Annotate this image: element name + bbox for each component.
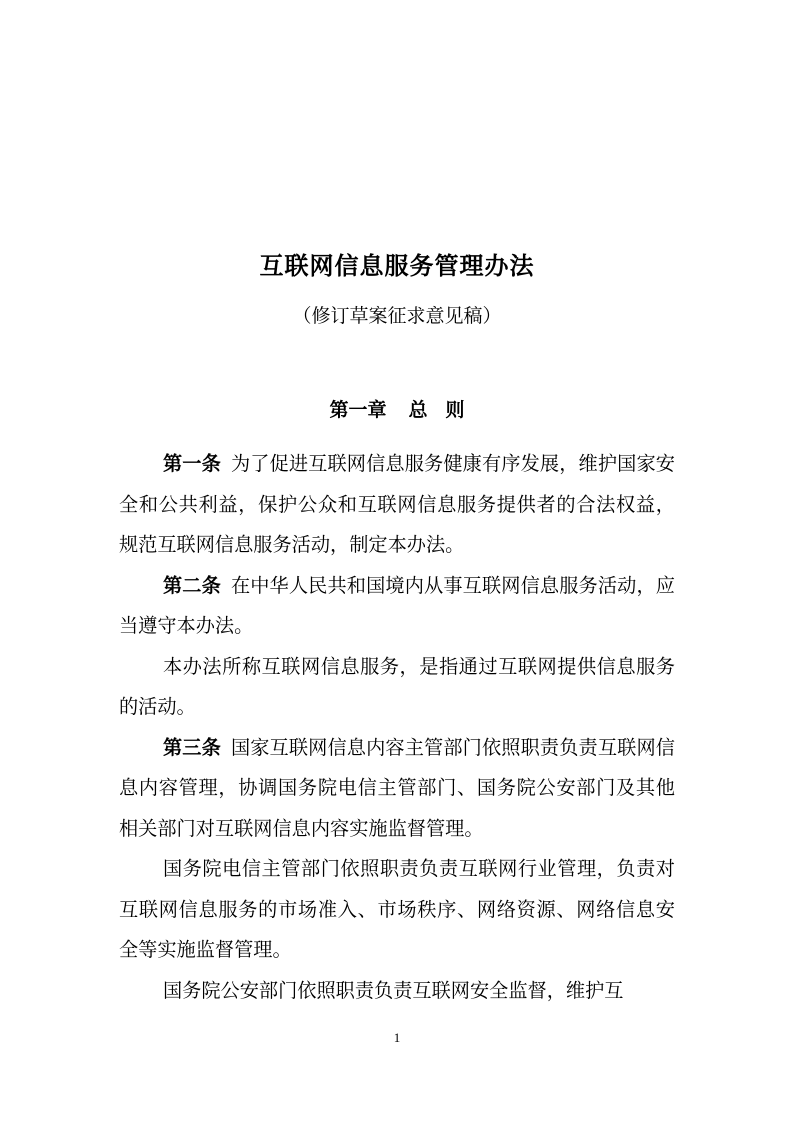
chapter-heading bbox=[0, 395, 794, 422]
article-paragraph bbox=[119, 728, 675, 850]
document-body bbox=[119, 444, 675, 1011]
article-label: 第三条 bbox=[163, 735, 221, 759]
chapter-name-part2: 则 bbox=[445, 399, 465, 421]
chapter-number: 第一章 bbox=[329, 399, 387, 421]
paragraph-text: 国务院公安部门依照职责负责互联网安全监督，维护互 bbox=[163, 978, 624, 1002]
paragraph-text: 本办法所称互联网信息服务，是指通过互联网提供信息服务的活动。 bbox=[119, 654, 675, 718]
document-title: 互联网信息服务管理办法 bbox=[259, 251, 535, 280]
paragraph bbox=[119, 971, 675, 1012]
paragraph-text: 国家互联网信息内容主管部门依照职责负责互联网信息内容管理，协调国务院电信主管部门、国务院公安部门及其他相关部门对互联网信息内容实施监督管理。 bbox=[119, 735, 675, 840]
article-label: 第一条 bbox=[163, 452, 221, 475]
document-subtitle: （修订草案征求意见稿） bbox=[292, 305, 502, 327]
article-label: 第二条 bbox=[163, 573, 221, 597]
chapter-name-part1: 总 bbox=[408, 399, 428, 421]
paragraph-text: 为了促进互联网信息服务健康有序发展，维护国家安全和公共利益，保护公众和互联网信息服务提供者的合法权益，规范互联网信息服务活动，制定本办法。 bbox=[119, 452, 675, 556]
page-number: 1 bbox=[393, 1030, 401, 1045]
article-paragraph bbox=[119, 566, 675, 647]
paragraph bbox=[119, 849, 675, 971]
paragraph-text: 在中华人民共和国境内从事互联网信息服务活动，应当遵守本办法。 bbox=[119, 573, 675, 637]
paragraph bbox=[119, 647, 675, 728]
article-paragraph bbox=[119, 444, 675, 566]
paragraph-text: 国务院电信主管部门依照职责负责互联网行业管理，负责对互联网信息服务的市场准入、市场秩序、网络资源、网络信息安全等实施监督管理。 bbox=[119, 857, 675, 961]
